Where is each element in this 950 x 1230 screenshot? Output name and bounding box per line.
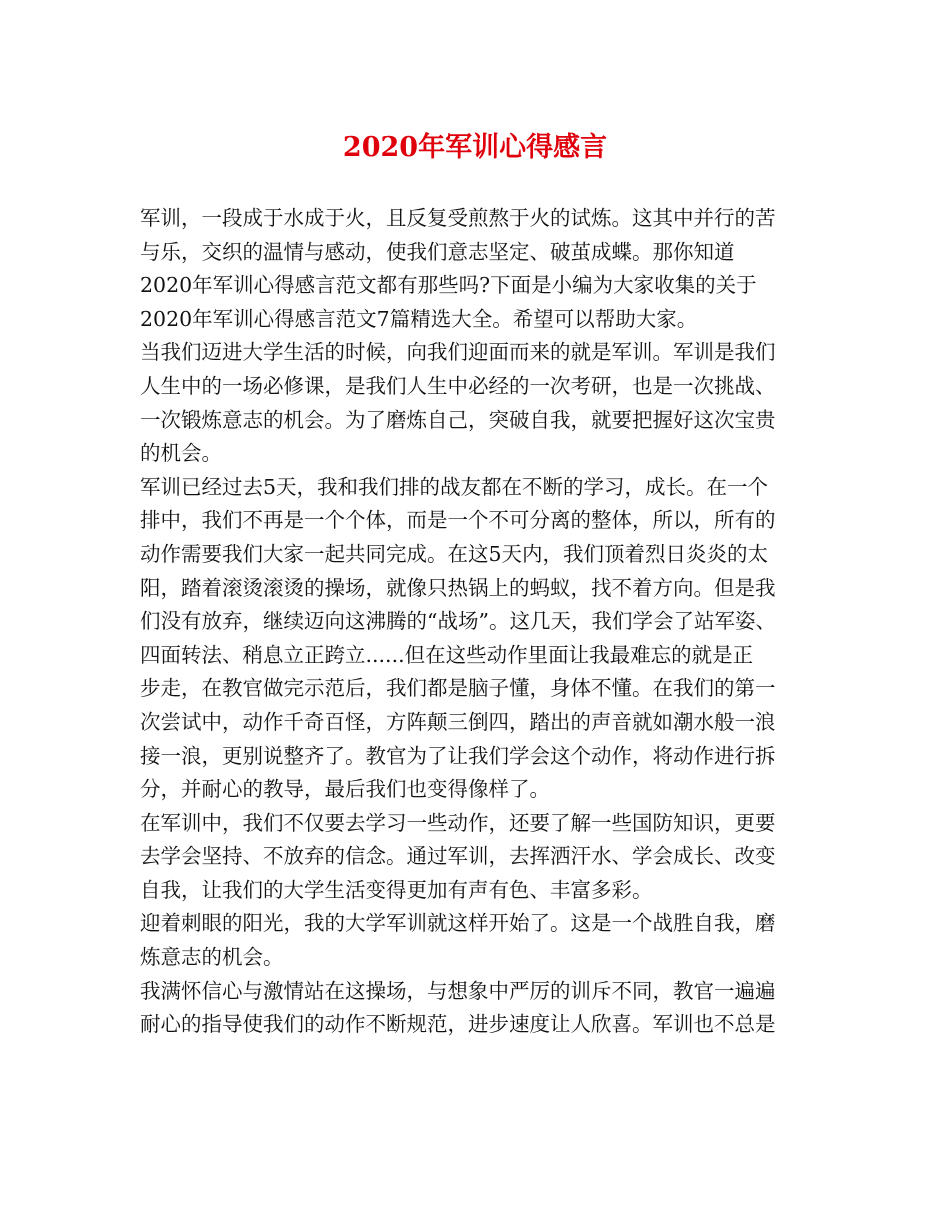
body-line: 我满怀信心与激情站在这操场，与想象中严厉的训斥不同，教官一遍遍 <box>140 978 776 1003</box>
body-line: 耐心的指导使我们的动作不断规范，进步速度让人欣喜。军训也不总是 <box>140 1012 776 1037</box>
body-line: 排中，我们不再是一个个体，而是一个不可分离的整体，所以，所有的 <box>140 508 776 533</box>
body-line: 去学会坚持、不放弃的信念。通过军训，去挥洒汗水、学会成长、改变 <box>140 844 776 869</box>
body-line: 的机会。 <box>140 441 222 466</box>
body-line: 动作需要我们大家一起共同完成。在这5天内，我们顶着烈日炎炎的太 <box>140 541 769 566</box>
body-line: 军训已经过去5天，我和我们排的战友都在不断的学习，成长。在一个 <box>140 474 769 499</box>
body-line: 当我们迈进大学生活的时候，向我们迎面而来的就是军训。军训是我们 <box>140 340 776 365</box>
body-line: 2020年军训心得感言范文都有那些吗?下面是小编为大家收集的关于 <box>140 273 757 298</box>
body-line: 军训，一段成于水成于火，且反复受煎熬于火的试炼。这其中并行的苦 <box>140 206 776 230</box>
body-line: 接一浪，更别说整齐了。教官为了让我们学会这个动作，将动作进行拆 <box>140 743 776 768</box>
body-line: 自我，让我们的大学生活变得更加有声有色、丰富多彩。 <box>140 877 653 902</box>
body-line: 四面转法、稍息立正跨立......但在这些动作里面让我最难忘的就是正 <box>140 642 754 667</box>
body-line: 阳，踏着滚烫滚烫的操场，就像只热锅上的蚂蚁，找不着方向。但是我 <box>140 575 776 600</box>
body-line: 一次锻炼意志的机会。为了磨炼自己，突破自我，就要把握好这次宝贵 <box>140 407 776 432</box>
body-line: 与乐，交织的温情与感动，使我们意志坚定、破茧成蝶。那你知道 <box>140 239 735 264</box>
body-line: 人生中的一场必修课，是我们人生中必经的一次考研，也是一次挑战、 <box>140 373 776 398</box>
document-body <box>140 202 824 1042</box>
document-title: 2020年军训心得感言 <box>342 132 608 163</box>
body-line: 分，并耐心的教导，最后我们也变得像样了。 <box>140 777 550 802</box>
body-line: 炼意志的机会。 <box>140 945 284 970</box>
body-line: 步走，在教官做完示范后，我们都是脑子懂，身体不懂。在我们的第一 <box>140 676 776 701</box>
body-line: 在军训中，我们不仅要去学习一些动作，还要了解一些国防知识，更要 <box>140 810 776 835</box>
body-line: 2020年军训心得感言范文7篇精选大全。希望可以帮助大家。 <box>140 306 698 331</box>
body-line: 迎着刺眼的阳光，我的大学军训就这样开始了。这是一个战胜自我，磨 <box>140 911 776 936</box>
body-line: 们没有放弃，继续迈向这沸腾的“战场”。这几天，我们学会了站军姿、 <box>140 609 776 634</box>
body-line: 次尝试中，动作千奇百怪，方阵颠三倒四，踏出的声音就如潮水般一浪 <box>140 709 776 734</box>
